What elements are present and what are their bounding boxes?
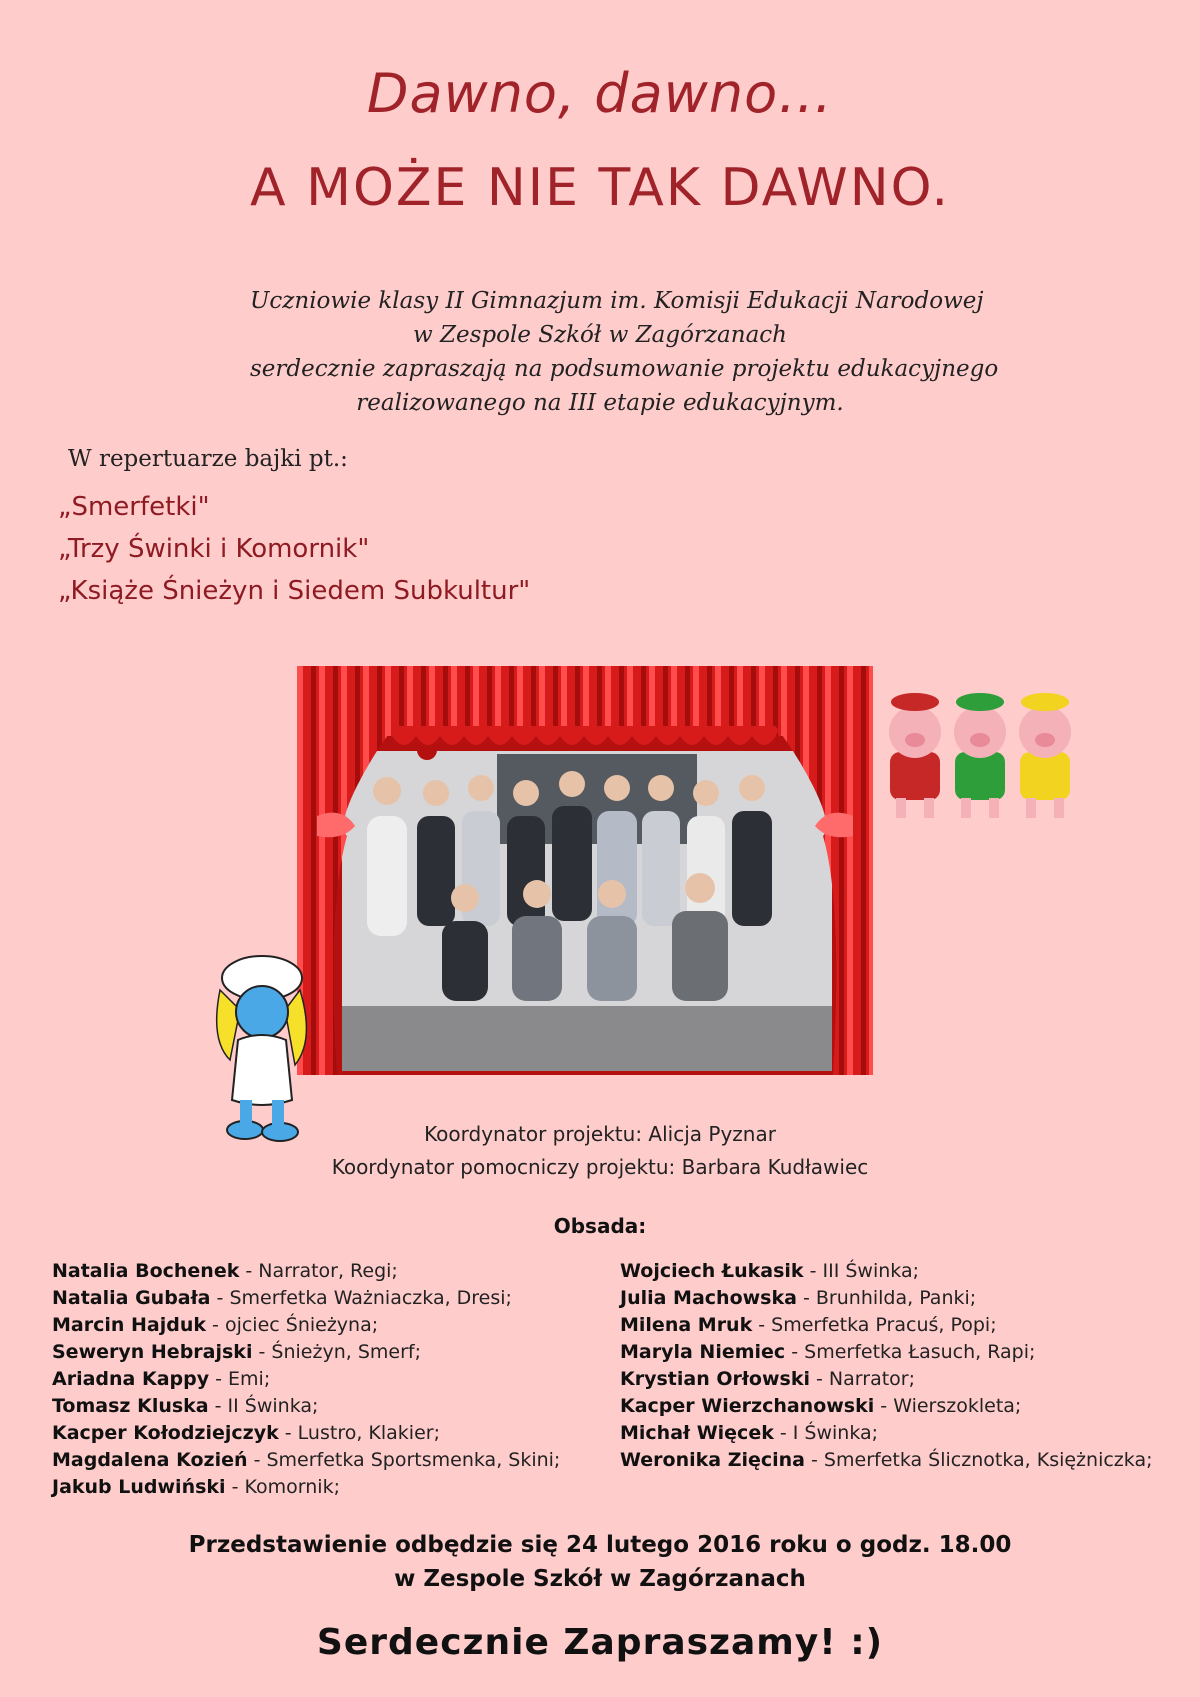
cast-item: Wojciech Łukasik - III Świnka; <box>620 1260 919 1282</box>
assistant-coordinator: Koordynator pomocniczy projektu: Barbara Kudławiec <box>331 1155 869 1179</box>
invitation-intro <box>250 284 999 420</box>
cast-item: Maryla Niemiec - Smerfetka Łasuch, Rapi; <box>620 1341 1036 1363</box>
cast-item: Julia Machowska - Brunhilda, Panki; <box>620 1287 977 1309</box>
cast-item: Natalia Bochenek - Narrator, Regi; <box>52 1260 398 1282</box>
intro-line: w Zespole Szkół w Zagórzanach <box>413 322 787 348</box>
three-pigs-illustration <box>870 680 1090 830</box>
event-venue-line: w Zespole Szkół w Zagórzanach <box>394 1566 806 1592</box>
play-title: „Książe Śnieżyn i Siedem Subkultur" <box>58 576 531 606</box>
cast-list-left <box>52 1258 612 1501</box>
cast-item: Krystian Orłowski - Narrator; <box>620 1368 915 1390</box>
cast-item: Magdalena Kozień - Smerfetka Sportsmenka, Skini; <box>52 1449 561 1471</box>
cast-item: Kacper Kołodziejczyk - Lustro, Klakier; <box>52 1422 440 1444</box>
cast-list-right <box>620 1258 1180 1474</box>
cast-item: Seweryn Hebrajski - Śnieżyn, Smerf; <box>52 1341 421 1363</box>
event-details <box>0 1528 1200 1596</box>
cast-heading: Obsada: <box>553 1214 647 1238</box>
event-date-line: Przedstawienie odbędzie się 24 lutego 2016 roku o godz. 18.00 <box>188 1532 1012 1558</box>
cast-item: Jakub Ludwiński - Komornik; <box>52 1476 340 1498</box>
play-titles-list <box>58 486 530 612</box>
repertoire-label: W repertuarze bajki pt.: <box>68 446 348 472</box>
closing-invitation: Serdecznie Zapraszamy! :) <box>316 1622 884 1663</box>
three-pigs-icon <box>870 680 1090 830</box>
intro-line: Uczniowie klasy II Gimnazjum im. Komisji Edukacji Narodowej <box>250 288 984 314</box>
coordinators-block <box>0 1118 1200 1184</box>
play-title: „Smerfetki" <box>58 492 210 522</box>
cast-item: Michał Więcek - I Świnka; <box>620 1422 879 1444</box>
cast-item: Milena Mruk - Smerfetka Pracuś, Popi; <box>620 1314 997 1336</box>
play-title: „Trzy Świnki i Komornik" <box>58 534 370 564</box>
theater-stage-image <box>297 666 873 1075</box>
cast-item: Natalia Gubała - Smerfetka Ważniaczka, Dresi; <box>52 1287 512 1309</box>
main-coordinator: Koordynator projektu: Alicja Pyznar <box>424 1122 776 1146</box>
cast-item: Marcin Hajduk - ojciec Śnieżyna; <box>52 1314 379 1336</box>
theater-curtain-icon <box>297 666 873 1075</box>
intro-line: realizowanego na III etapie edukacyjnym. <box>356 390 844 416</box>
cast-item: Tomasz Kluska - II Świnka; <box>52 1395 319 1417</box>
cast-item: Kacper Wierzchanowski - Wierszokleta; <box>620 1395 1022 1417</box>
poster-title-line-1: Dawno, dawno… <box>366 62 834 125</box>
poster-title-line-2: A MOŻE NIE TAK DAWNO. <box>250 158 950 218</box>
intro-line: serdecznie zapraszają na podsumowanie projektu edukacyjnego <box>250 356 999 382</box>
cast-item: Weronika Zięcina - Smerfetka Ślicznotka, Księżniczka; <box>620 1449 1153 1471</box>
cast-item: Ariadna Kappy - Emi; <box>52 1368 271 1390</box>
